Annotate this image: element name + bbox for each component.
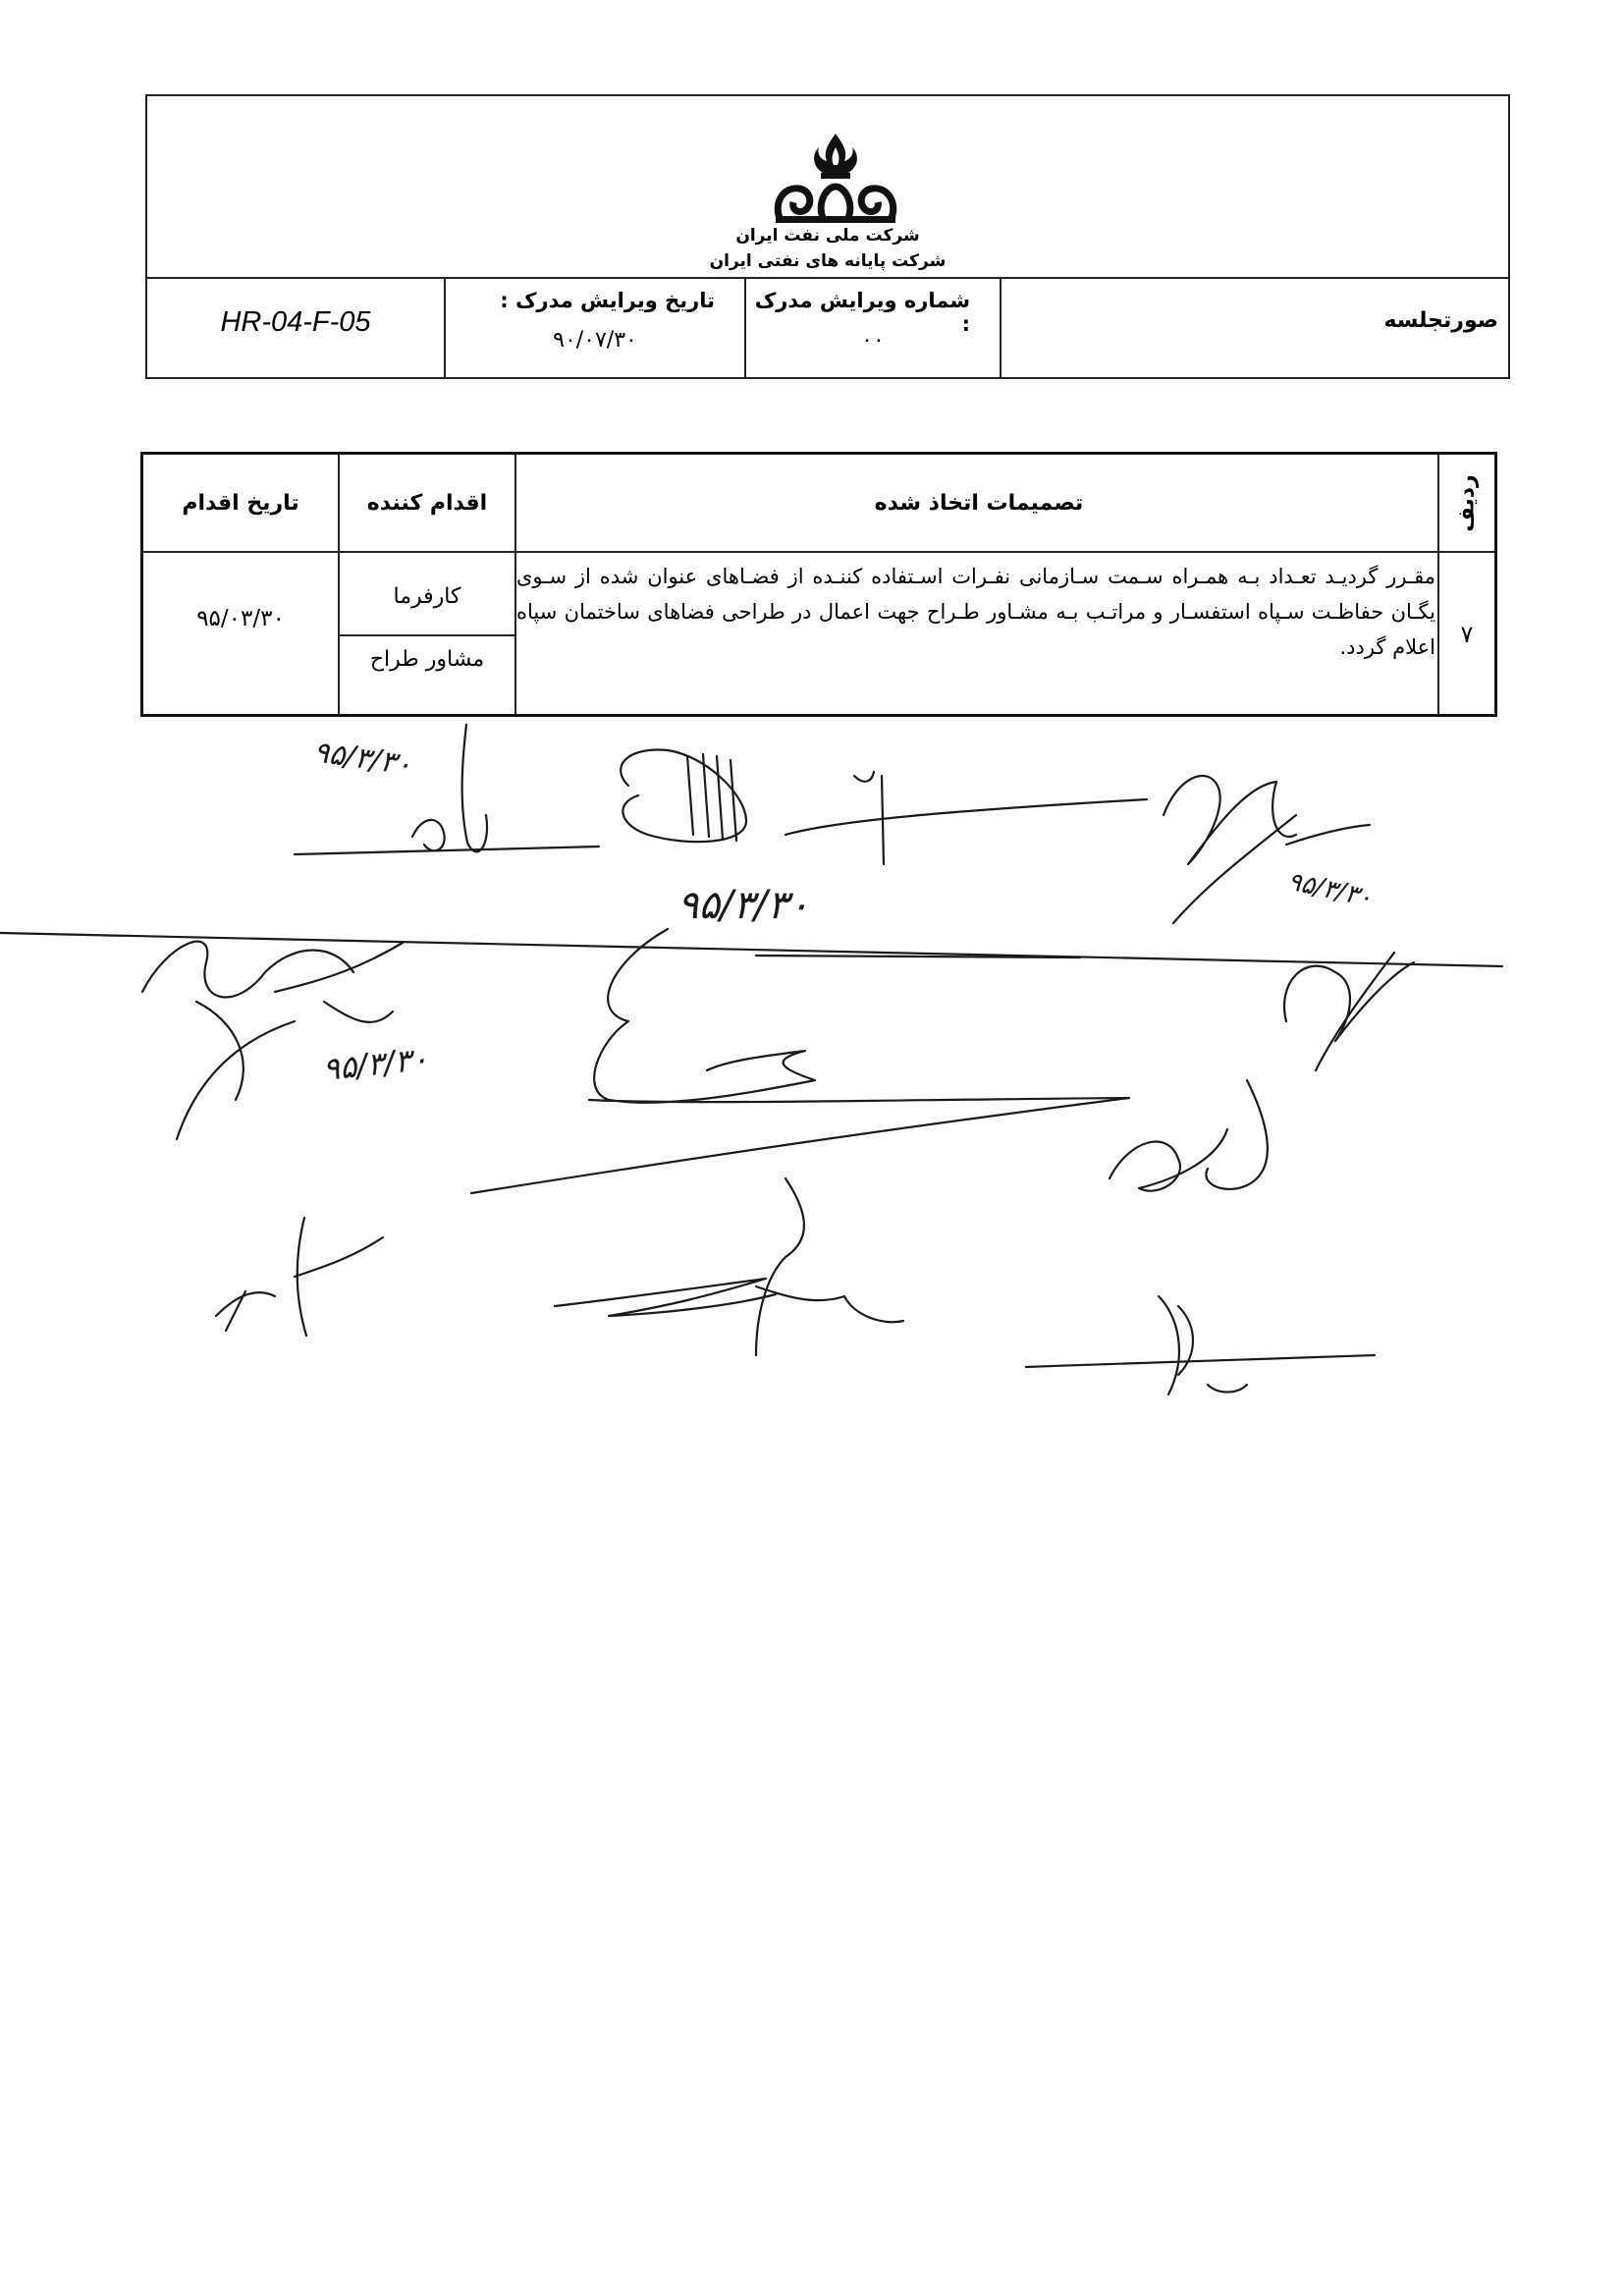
- doc-code: HR-04-F-05: [220, 306, 371, 338]
- signature-5: [471, 929, 1129, 1193]
- signature-9: [555, 1178, 903, 1355]
- actor-divider: [340, 634, 514, 636]
- doc-code-cell: [147, 279, 446, 377]
- actor-employer: کارفرما: [393, 584, 461, 609]
- header-row-number: [1439, 455, 1494, 551]
- action-date: ۹۵/۰۳/۳۰: [196, 606, 285, 631]
- revision-number-cell: [746, 279, 1001, 377]
- header-row-number-label: ردیف: [1454, 473, 1480, 532]
- handwritten-date: ۹۵/۳/۳۰: [1284, 866, 1376, 914]
- row-number: ۷: [1460, 621, 1474, 648]
- subsidiary-name: شرکت پایانه های نفتی ایران: [709, 251, 947, 271]
- revision-date-label: تاریخ ویرایش مدرک :: [500, 289, 715, 312]
- revision-date-cell: [446, 279, 746, 377]
- handwritten-date: ۹۵/۳/۳۰: [677, 883, 810, 928]
- nioc-logo-icon: [772, 130, 899, 228]
- company-name: شرکت ملی نفت ایران: [735, 226, 920, 246]
- handwritten-date: ۹۵/۳/۳۰: [310, 735, 414, 783]
- signature-2: [621, 749, 1147, 928]
- header-action-date: تاریخ اقدام: [182, 490, 299, 516]
- decision-text: مقـرر گردیـد تعـداد بـه همـراه سـمت سـازمانی نفـرات اسـتفاده کننـده از فضـاهای عنوان شده از سـوی یگـان حفاظـت سـپاه استفسـار و مراتـب بـه مشـاور طـراح جهت اعمال در طراحی فضاهای ساختمان سپاه اعلام گردد.: [516, 565, 1435, 659]
- revision-number-label: شماره ویرایش مدرک :: [754, 289, 970, 336]
- logo-area: [147, 96, 1508, 279]
- signature-1: [295, 725, 599, 854]
- document-info-row: [147, 279, 1508, 377]
- header-decision: تصمیمات اتخاذ شده: [874, 490, 1084, 516]
- signature-7: [1110, 1080, 1268, 1191]
- document-header: [145, 94, 1510, 379]
- signature-8: [216, 1218, 383, 1336]
- header-divider: [143, 551, 1494, 553]
- revision-date-value: ۹۰/۰۷/۳۰: [553, 328, 637, 353]
- revision-number-value: ۰۰: [861, 328, 885, 353]
- signature-3: [1164, 776, 1375, 923]
- actor-consultant: مشاور طراح: [369, 647, 485, 672]
- decisions-table: [140, 452, 1497, 717]
- scan-artifact-line: [0, 933, 1502, 966]
- handwritten-date: ۹۵/۳/۳۰: [320, 1039, 430, 1088]
- doc-title: صورتجلسه: [1383, 308, 1498, 333]
- scan-artifact-line: [756, 956, 1080, 957]
- doc-title-cell: [1001, 279, 1512, 377]
- signature-6: [1284, 953, 1414, 1070]
- signature-4: [142, 942, 430, 1139]
- header-actor: اقدام کننده: [366, 490, 488, 516]
- signature-10: [1026, 1296, 1375, 1394]
